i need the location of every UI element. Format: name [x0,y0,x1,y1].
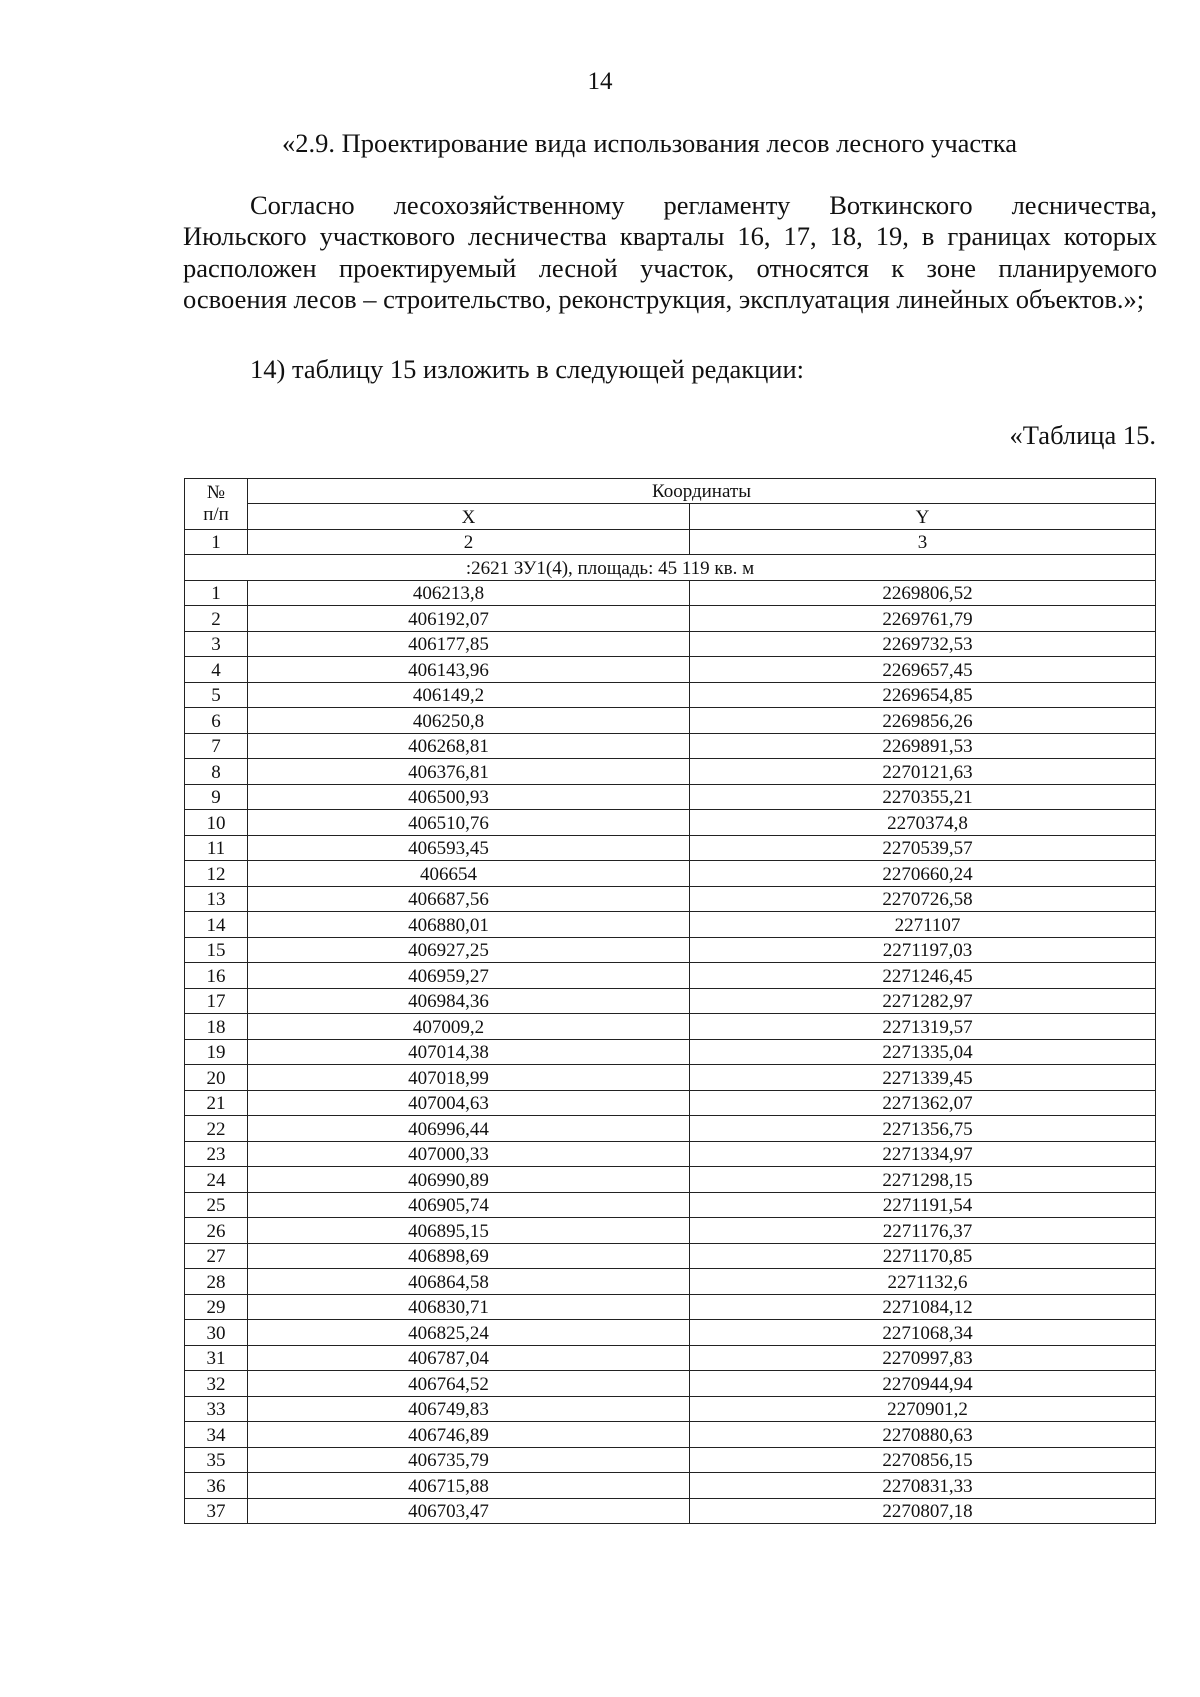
table-row [185,682,1156,708]
y-coordinate-cell: 2271298,15 [690,1167,1156,1193]
x-coordinate-cell: 406510,76 [248,810,690,836]
point-number-cell: 34 [185,1422,248,1448]
table-row [185,1192,1156,1218]
y-coordinate-cell: 2271084,12 [690,1294,1156,1320]
y-coordinate-cell: 2271107 [690,912,1156,938]
y-coordinate-cell: 2270901,2 [690,1396,1156,1422]
y-coordinate-cell: 2270944,94 [690,1371,1156,1397]
table-row [185,1039,1156,1065]
point-number-cell: 37 [185,1498,248,1524]
x-coordinate-cell: 406213,8 [248,580,690,606]
x-coordinate-cell: 406996,44 [248,1116,690,1142]
y-coordinate-cell: 2271334,97 [690,1141,1156,1167]
table-row [185,1345,1156,1371]
y-coordinate-cell: 2271191,54 [690,1192,1156,1218]
table-row [185,810,1156,836]
table-row [185,1269,1156,1295]
table-row [185,861,1156,887]
x-coordinate-cell: 406825,24 [248,1320,690,1346]
x-coordinate-cell: 406895,15 [248,1218,690,1244]
header-number-sign: № [206,481,226,503]
point-number-cell: 17 [185,988,248,1014]
x-coordinate-cell: 406927,25 [248,937,690,963]
section-heading: «2.9. Проектирование вида использования лесов лесного участка [282,128,1018,158]
y-coordinate-cell: 2269806,52 [690,580,1156,606]
table-row [185,1422,1156,1448]
table-row [185,784,1156,810]
table-row [185,988,1156,1014]
table-caption: «Таблица 15. [1009,420,1156,450]
table-subheader-row [185,504,1156,530]
y-coordinate-cell: 2270880,63 [690,1422,1156,1448]
x-coordinate-cell: 406192,07 [248,606,690,632]
table-row [185,1396,1156,1422]
y-coordinate-cell: 2271170,85 [690,1243,1156,1269]
x-coordinate-cell: 406715,88 [248,1473,690,1499]
point-number-cell: 22 [185,1116,248,1142]
point-number-cell: 33 [185,1396,248,1422]
y-coordinate-cell: 2271197,03 [690,937,1156,963]
x-coordinate-cell: 407014,38 [248,1039,690,1065]
table-row [185,1243,1156,1269]
y-coordinate-cell: 2270539,57 [690,835,1156,861]
table-row [185,912,1156,938]
y-coordinate-cell: 2271335,04 [690,1039,1156,1065]
table-row [185,1014,1156,1040]
table-row [185,1447,1156,1473]
x-coordinate-cell: 406703,47 [248,1498,690,1524]
x-coordinate-cell: 406990,89 [248,1167,690,1193]
table-row [185,1116,1156,1142]
x-coordinate-cell: 406149,2 [248,682,690,708]
y-coordinate-cell: 2270807,18 [690,1498,1156,1524]
table-row [185,1473,1156,1499]
point-number-cell: 16 [185,963,248,989]
point-number-cell: 21 [185,1090,248,1116]
table-row [185,1294,1156,1320]
point-number-cell: 13 [185,886,248,912]
y-coordinate-cell: 2269856,26 [690,708,1156,734]
y-coordinate-cell: 2270660,24 [690,861,1156,887]
table-row [185,1320,1156,1346]
table-row [185,580,1156,606]
column-number-cell: 2 [248,529,690,555]
amendment-line: 14) таблицу 15 изложить в следующей редакции: [250,354,805,384]
point-number-cell: 14 [185,912,248,938]
x-coordinate-cell: 406905,74 [248,1192,690,1218]
table-row [185,1167,1156,1193]
header-x: X [248,504,690,530]
point-number-cell: 8 [185,759,248,785]
point-number-cell: 23 [185,1141,248,1167]
point-number-cell: 27 [185,1243,248,1269]
y-coordinate-cell: 2271282,97 [690,988,1156,1014]
header-number-cell [185,479,248,530]
x-coordinate-cell: 406749,83 [248,1396,690,1422]
coordinates-table [184,478,1156,1524]
table-row [185,1065,1156,1091]
y-coordinate-cell: 2270831,33 [690,1473,1156,1499]
x-coordinate-cell: 407004,63 [248,1090,690,1116]
x-coordinate-cell: 406787,04 [248,1345,690,1371]
header-number-abbr: п/п [203,503,229,525]
page-number: 14 [587,68,613,95]
x-coordinate-cell: 406880,01 [248,912,690,938]
y-coordinate-cell: 2271356,75 [690,1116,1156,1142]
y-coordinate-cell: 2271132,6 [690,1269,1156,1295]
x-coordinate-cell: 406268,81 [248,733,690,759]
y-coordinate-cell: 2270121,63 [690,759,1156,785]
table-header-row [185,479,1156,504]
y-coordinate-cell: 2270997,83 [690,1345,1156,1371]
point-number-cell: 11 [185,835,248,861]
y-coordinate-cell: 2271068,34 [690,1320,1156,1346]
table-row [185,1090,1156,1116]
point-number-cell: 32 [185,1371,248,1397]
x-coordinate-cell: 407000,33 [248,1141,690,1167]
point-number-cell: 3 [185,631,248,657]
x-coordinate-cell: 406593,45 [248,835,690,861]
y-coordinate-cell: 2271176,37 [690,1218,1156,1244]
x-coordinate-cell: 407009,2 [248,1014,690,1040]
parcel-row [185,555,1156,581]
y-coordinate-cell: 2269891,53 [690,733,1156,759]
y-coordinate-cell: 2270355,21 [690,784,1156,810]
y-coordinate-cell: 2271339,45 [690,1065,1156,1091]
x-coordinate-cell: 406143,96 [248,657,690,683]
table-row [185,1141,1156,1167]
point-number-cell: 4 [185,657,248,683]
x-coordinate-cell: 406654 [248,861,690,887]
y-coordinate-cell: 2270374,8 [690,810,1156,836]
point-number-cell: 19 [185,1039,248,1065]
point-number-cell: 18 [185,1014,248,1040]
point-number-cell: 35 [185,1447,248,1473]
parcel-label: :2621 ЗУ1(4), площадь: 45 119 кв. м [185,555,1156,581]
y-coordinate-cell: 2269732,53 [690,631,1156,657]
column-number-cell: 1 [185,529,248,555]
table-row [185,1498,1156,1524]
table-row [185,657,1156,683]
y-coordinate-cell: 2269761,79 [690,606,1156,632]
point-number-cell: 7 [185,733,248,759]
y-coordinate-cell: 2270726,58 [690,886,1156,912]
table-row [185,835,1156,861]
paragraph-rest: Июльского участкового лесничества кварталы 16, 17, 18, 19, в границах которых расположен проектируемый лесной участок, относятся к зоне планируемого освоения лесов – строительство, реконструкция, эксплуатация линейных объектов.»; [183,221,1157,315]
column-number-cell: 3 [690,529,1156,555]
point-number-cell: 24 [185,1167,248,1193]
header-y: Y [690,504,1156,530]
point-number-cell: 29 [185,1294,248,1320]
column-number-row [185,529,1156,555]
y-coordinate-cell: 2271362,07 [690,1090,1156,1116]
table-row [185,886,1156,912]
point-number-cell: 5 [185,682,248,708]
y-coordinate-cell: 2271319,57 [690,1014,1156,1040]
x-coordinate-cell: 407018,99 [248,1065,690,1091]
x-coordinate-cell: 406177,85 [248,631,690,657]
x-coordinate-cell: 406898,69 [248,1243,690,1269]
point-number-cell: 30 [185,1320,248,1346]
x-coordinate-cell: 406746,89 [248,1422,690,1448]
y-coordinate-cell: 2269654,85 [690,682,1156,708]
x-coordinate-cell: 406764,52 [248,1371,690,1397]
point-number-cell: 28 [185,1269,248,1295]
table-row [185,759,1156,785]
x-coordinate-cell: 406959,27 [248,963,690,989]
header-coordinates: Координаты [248,479,1156,504]
x-coordinate-cell: 406864,58 [248,1269,690,1295]
point-number-cell: 25 [185,1192,248,1218]
x-coordinate-cell: 406687,56 [248,886,690,912]
point-number-cell: 15 [185,937,248,963]
x-coordinate-cell: 406250,8 [248,708,690,734]
point-number-cell: 6 [185,708,248,734]
table-row [185,631,1156,657]
body-paragraph [183,190,1157,316]
point-number-cell: 9 [185,784,248,810]
table-row [185,1218,1156,1244]
table-row [185,963,1156,989]
y-coordinate-cell: 2270856,15 [690,1447,1156,1473]
point-number-cell: 26 [185,1218,248,1244]
y-coordinate-cell: 2269657,45 [690,657,1156,683]
x-coordinate-cell: 406984,36 [248,988,690,1014]
x-coordinate-cell: 406735,79 [248,1447,690,1473]
table-row [185,733,1156,759]
point-number-cell: 10 [185,810,248,836]
table-row [185,606,1156,632]
paragraph-first-line: Согласно лесохозяйственному регламенту Воткинского лесничества, [250,190,1157,220]
x-coordinate-cell: 406376,81 [248,759,690,785]
y-coordinate-cell: 2271246,45 [690,963,1156,989]
table-row [185,1371,1156,1397]
table-row [185,708,1156,734]
point-number-cell: 2 [185,606,248,632]
table-row [185,937,1156,963]
x-coordinate-cell: 406500,93 [248,784,690,810]
point-number-cell: 31 [185,1345,248,1371]
point-number-cell: 20 [185,1065,248,1091]
point-number-cell: 12 [185,861,248,887]
x-coordinate-cell: 406830,71 [248,1294,690,1320]
point-number-cell: 36 [185,1473,248,1499]
point-number-cell: 1 [185,580,248,606]
